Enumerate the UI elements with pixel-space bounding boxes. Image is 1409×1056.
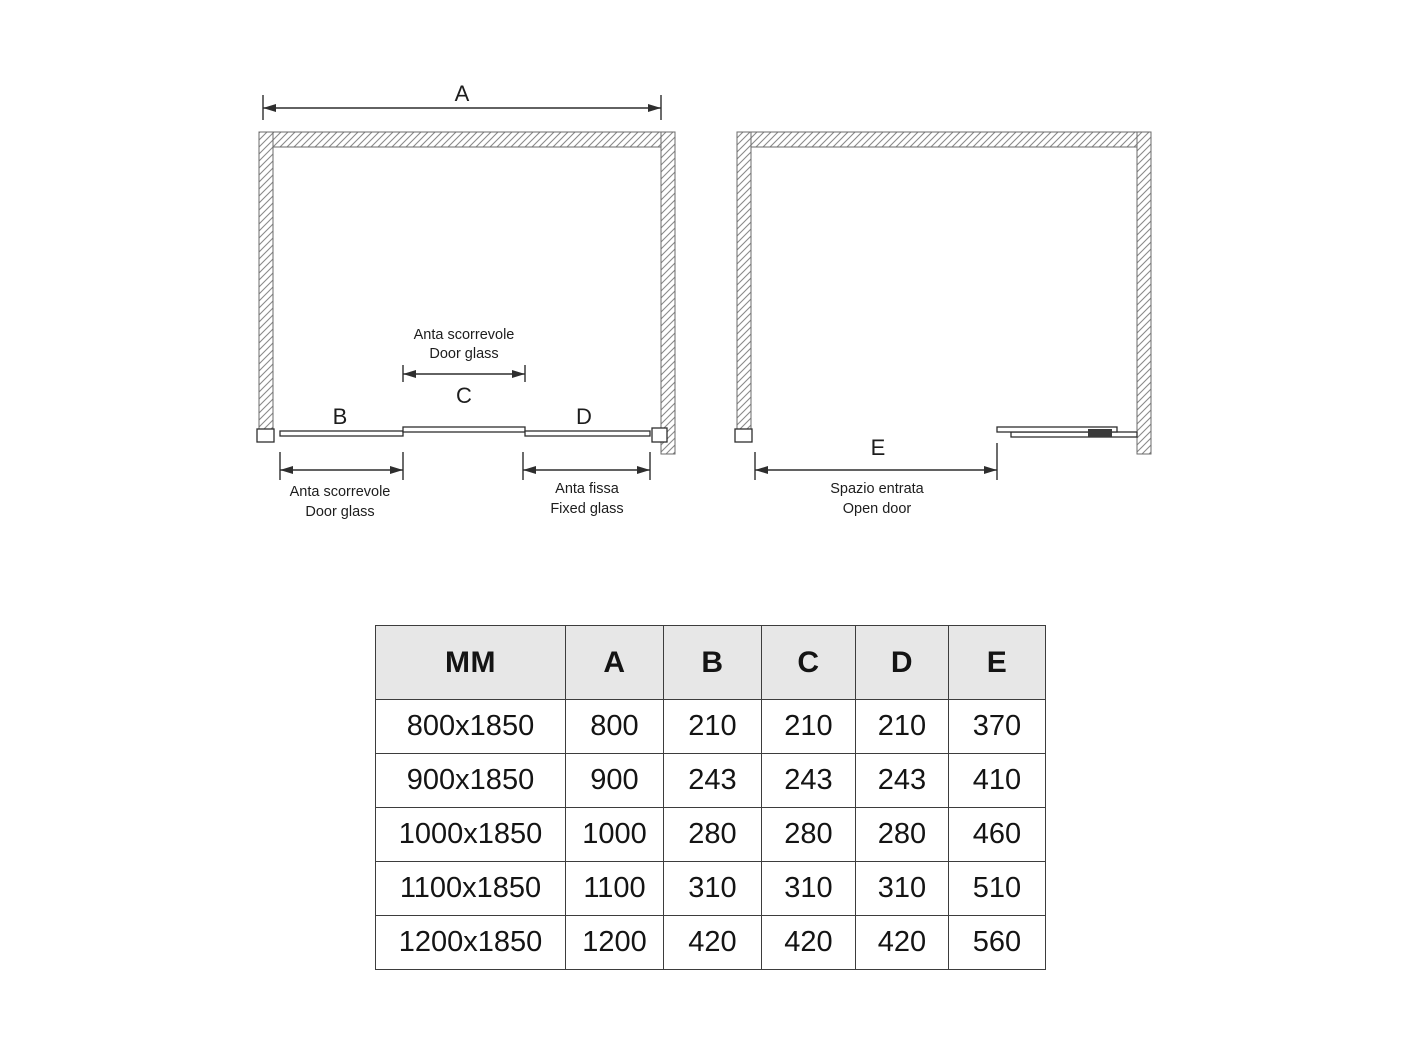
door-glass-b <box>280 431 403 436</box>
cell-a: 900 <box>566 754 664 808</box>
cell-a: 1100 <box>566 862 664 916</box>
cell-size: 900x1850 <box>376 754 566 808</box>
dim-c-label: C <box>456 383 472 408</box>
cell-c: 210 <box>762 700 856 754</box>
label-door-glass-top: Door glass <box>429 346 499 362</box>
arrowhead <box>755 466 768 474</box>
cell-b: 210 <box>664 700 762 754</box>
wall-right <box>661 132 675 454</box>
glass-panels-left <box>257 427 667 442</box>
cell-c: 420 <box>762 916 856 970</box>
cell-d: 310 <box>856 862 949 916</box>
cell-c: 280 <box>762 808 856 862</box>
cell-b: 243 <box>664 754 762 808</box>
dimension-d <box>523 452 650 480</box>
header-b: B <box>664 626 762 700</box>
glass-panels-right <box>735 427 1137 442</box>
panel-overlap <box>1088 429 1112 437</box>
wall-right <box>1137 132 1151 454</box>
cell-size: 800x1850 <box>376 700 566 754</box>
arrowhead <box>280 466 293 474</box>
label-door-glass-bottom: Door glass <box>305 504 375 520</box>
header-d: D <box>856 626 949 700</box>
cell-c: 310 <box>762 862 856 916</box>
arrowhead <box>648 104 661 112</box>
dim-d-label: D <box>576 404 592 429</box>
fixed-glass-open <box>1011 432 1137 437</box>
table-row <box>376 808 1046 862</box>
header-c: C <box>762 626 856 700</box>
table-row <box>376 700 1046 754</box>
cell-e: 510 <box>949 862 1046 916</box>
wall-profile-left <box>257 429 274 442</box>
cell-a: 1200 <box>566 916 664 970</box>
cell-d: 210 <box>856 700 949 754</box>
label-anta-scorrevole-bottom: Anta scorrevole <box>289 484 391 500</box>
dimension-c <box>403 365 525 382</box>
arrowhead <box>390 466 403 474</box>
cell-d: 420 <box>856 916 949 970</box>
label-anta-scorrevole-top: Anta scorrevole <box>413 327 515 343</box>
cell-e: 560 <box>949 916 1046 970</box>
header-e: E <box>949 626 1046 700</box>
arrowhead <box>403 370 416 378</box>
dim-e-label: E <box>870 435 886 460</box>
arrowhead <box>263 104 276 112</box>
header-a: A <box>566 626 664 700</box>
cell-d: 280 <box>856 808 949 862</box>
arrowhead <box>637 466 650 474</box>
label-anta-fissa: Anta fissa <box>555 481 619 497</box>
diagram-right-open <box>735 132 1151 517</box>
arrowhead <box>984 466 997 474</box>
wall-left <box>259 132 273 429</box>
cell-b: 310 <box>664 862 762 916</box>
cell-e: 410 <box>949 754 1046 808</box>
dimension-b <box>280 452 403 480</box>
cell-size: 1000x1850 <box>376 808 566 862</box>
header-mm: MM <box>376 626 566 700</box>
cell-e: 460 <box>949 808 1046 862</box>
cell-size: 1200x1850 <box>376 916 566 970</box>
table-row <box>376 862 1046 916</box>
wall-top <box>737 132 1151 147</box>
dimensions-table-container <box>375 625 1046 970</box>
dim-b-label: B <box>332 404 348 429</box>
cell-e: 370 <box>949 700 1046 754</box>
dim-a-label: A <box>454 81 470 106</box>
table-row <box>376 754 1046 808</box>
cell-b: 280 <box>664 808 762 862</box>
wall-profile-right <box>652 428 667 442</box>
label-open-door: Open door <box>842 501 912 517</box>
arrowhead <box>523 466 536 474</box>
table-header-row <box>376 626 1046 700</box>
table-row <box>376 916 1046 970</box>
cell-c: 243 <box>762 754 856 808</box>
dimensions-table <box>375 625 1046 970</box>
cell-d: 243 <box>856 754 949 808</box>
diagram-left-closed <box>257 81 675 520</box>
label-spazio-entrata: Spazio entrata <box>830 481 924 497</box>
arrowhead <box>512 370 525 378</box>
door-glass-c <box>403 427 525 432</box>
wall-left <box>737 132 751 429</box>
cell-a: 800 <box>566 700 664 754</box>
cell-b: 420 <box>664 916 762 970</box>
wall-top <box>259 132 675 147</box>
fixed-glass-d <box>525 431 650 436</box>
wall-profile-left <box>735 429 752 442</box>
cell-a: 1000 <box>566 808 664 862</box>
label-fixed-glass: Fixed glass <box>550 501 624 517</box>
cell-size: 1100x1850 <box>376 862 566 916</box>
walls-right-diagram <box>737 132 1151 454</box>
